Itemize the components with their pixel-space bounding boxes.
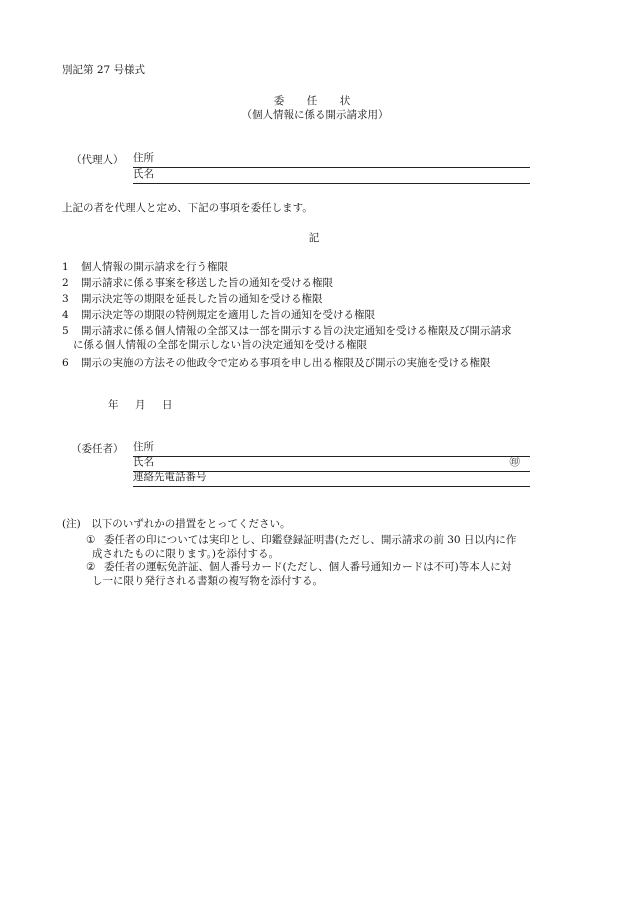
list-item — [62, 309, 582, 325]
item-text: 開示請求に係る個人情報の全部又は一部を開示する旨の決定通知を受ける権限及び開示請求 — [81, 325, 512, 337]
list-item — [62, 357, 582, 373]
item-text: 開示請求に係る事案を移送した旨の通知を受ける権限 — [81, 277, 333, 289]
delegation-sentence: 上記の者を代理人と定め、下記の事項を委任します。 — [62, 202, 313, 214]
list-item — [62, 261, 582, 277]
agent-address-label: 住所 — [133, 152, 154, 165]
ki-heading: 記 — [308, 232, 322, 244]
notes-heading: (注) 以下のいずれかの措置をとってください。 — [62, 518, 291, 530]
list-item — [62, 277, 582, 293]
note-marker: ② — [86, 561, 96, 574]
principal-address-label: 住所 — [133, 441, 154, 454]
item-text: 開示の実施の方法その他政令で定める事項を申し出る権限及び開示の実施を受ける権限 — [81, 357, 491, 369]
item-text: 個人情報の開示請求を行う権限 — [81, 261, 228, 273]
item-text: 開示決定等の期限を延長した旨の通知を受ける権限 — [81, 293, 323, 305]
note-marker: ① — [86, 534, 96, 546]
note-text-continued: し一に限り発行される書類の複写物を添付する。 — [92, 574, 323, 587]
principal-label: （委任者） — [71, 443, 124, 455]
item-number: 2 — [62, 277, 69, 289]
agent-name-field[interactable] — [133, 170, 530, 184]
principal-phone-field[interactable] — [133, 473, 530, 487]
delegated-powers-list — [62, 261, 582, 373]
principal-name-label: 氏名 — [133, 456, 154, 469]
list-item — [62, 293, 582, 309]
principal-phone-label: 連絡先電話番号 — [133, 471, 207, 484]
note-item-2 — [62, 561, 574, 588]
principal-name-field[interactable] — [133, 458, 530, 472]
item-number: 6 — [62, 357, 69, 369]
list-item — [62, 325, 582, 357]
notes-section — [62, 518, 574, 589]
date-field[interactable]: 年 月 日 — [108, 399, 176, 411]
note-item-1 — [62, 534, 574, 561]
item-text: 開示決定等の期限の特例規定を適用した旨の通知を受ける権限 — [81, 309, 375, 321]
item-number: 5 — [62, 325, 69, 337]
document-title: 委 任 状 — [273, 95, 357, 107]
document-subtitle: （個人情報に係る開示請求用） — [241, 109, 389, 121]
form-number: 別記第 27 号様式 — [62, 64, 146, 76]
agent-name-label: 氏名 — [133, 168, 154, 181]
seal-mark: ㊞ — [509, 456, 520, 469]
item-number: 3 — [62, 293, 69, 305]
note-text-continued: 成されたものに限ります。)を添付する。 — [92, 547, 280, 560]
agent-label: （代理人） — [71, 154, 124, 166]
item-number: 1 — [62, 261, 69, 273]
agent-address-field[interactable] — [133, 154, 530, 168]
item-number: 4 — [62, 309, 69, 321]
note-text: 委任者の印については実印とし、印鑑登録証明書(ただし、開示請求の前 30 日以内に作 — [104, 534, 517, 546]
item-text-continued: に係る個人情報の全部を開示しない旨の決定通知を受ける権限 — [73, 338, 367, 351]
principal-address-field[interactable] — [133, 443, 530, 457]
note-text: 委任者の運転免許証、個人番号カード(ただし、個人番号通知カードは不可)等本人に対 — [104, 561, 512, 574]
